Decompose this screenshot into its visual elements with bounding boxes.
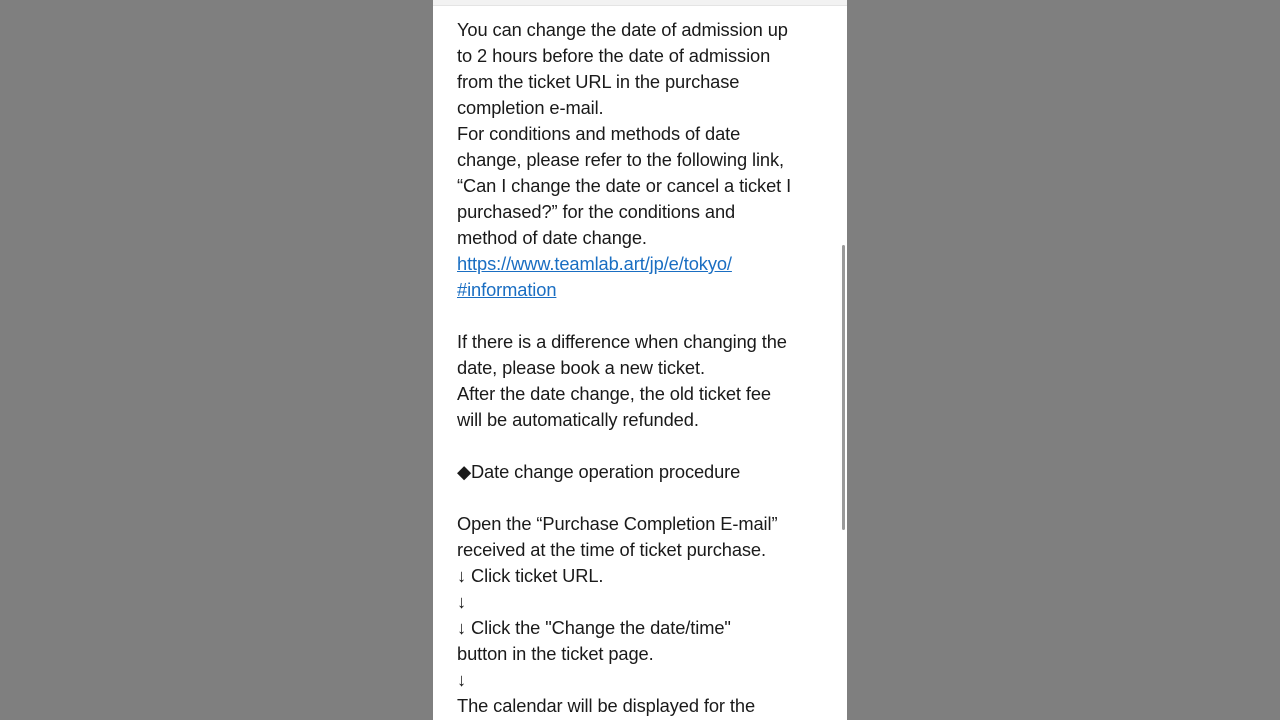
- article-text: [457, 17, 837, 719]
- link-line[interactable]: https://www.teamlab.art/jp/e/tokyo/: [457, 253, 732, 274]
- panel-top-bar: [433, 0, 847, 6]
- text-line: received at the time of ticket purchase.: [457, 539, 766, 560]
- text-line: ↓ Click ticket URL.: [457, 565, 604, 586]
- text-line: “Can I change the date or cancel a ticket I: [457, 175, 792, 196]
- text-line: The calendar will be displayed for the: [457, 695, 756, 716]
- blank-line: [457, 433, 837, 459]
- text-line: If there is a difference when changing the: [457, 331, 787, 352]
- text-line: change, please refer to the following link,: [457, 149, 784, 170]
- text-line: will be automatically refunded.: [457, 409, 699, 430]
- blank-line: [457, 303, 837, 329]
- text-line: For conditions and methods of date: [457, 123, 741, 144]
- text-line: ↓: [457, 669, 467, 690]
- link-line[interactable]: #information: [457, 279, 557, 300]
- blank-line: [457, 485, 837, 511]
- text-line: purchased?” for the conditions and: [457, 201, 736, 222]
- text-line: to 2 hours before the date of admission: [457, 45, 771, 66]
- text-line: from the ticket URL in the purchase: [457, 71, 740, 92]
- text-line: Open the “Purchase Completion E-mail”: [457, 513, 778, 534]
- text-line: ◆Date change operation procedure: [457, 461, 741, 482]
- text-line: completion e-mail.: [457, 97, 604, 118]
- text-line: ↓: [457, 591, 467, 612]
- text-line: method of date change.: [457, 227, 647, 248]
- scrollbar[interactable]: [842, 245, 845, 530]
- text-line: After the date change, the old ticket fee: [457, 383, 772, 404]
- text-line: ↓ Click the "Change the date/time": [457, 617, 731, 638]
- text-line: date, please book a new ticket.: [457, 357, 705, 378]
- text-line: button in the ticket page.: [457, 643, 654, 664]
- content-panel[interactable]: [433, 0, 847, 720]
- text-line: You can change the date of admission up: [457, 19, 788, 40]
